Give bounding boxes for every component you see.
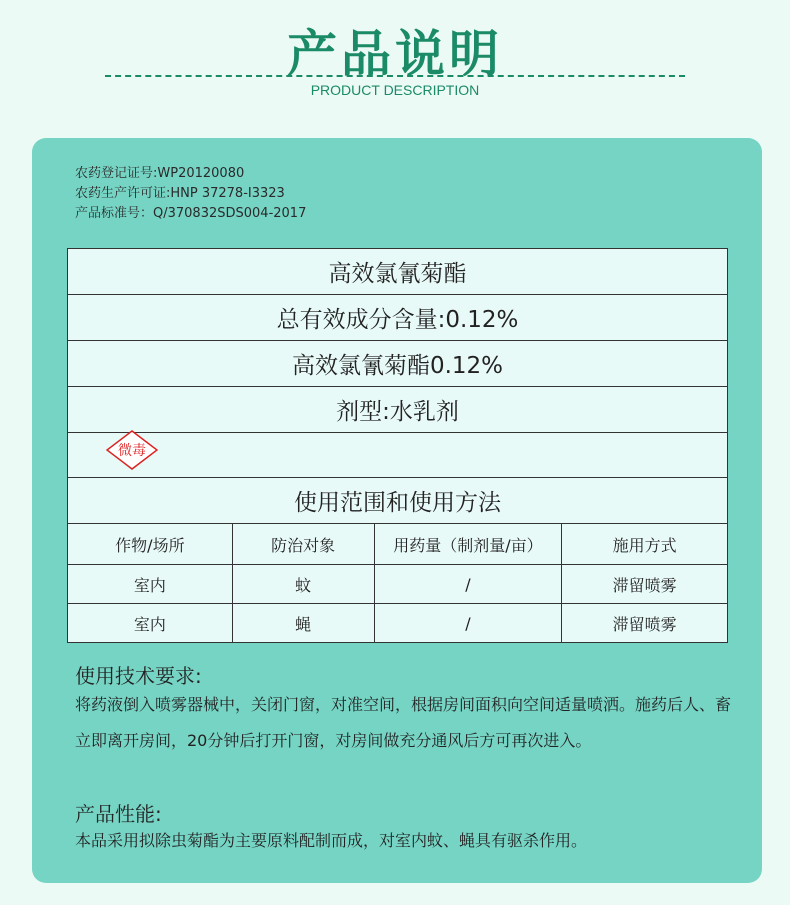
title-divider xyxy=(105,75,685,77)
product-name: 高效氯氰菊酯 xyxy=(68,249,728,295)
table-cell: 蝇 xyxy=(232,604,374,643)
production-license: 农药生产许可证:HNP 37278-I3323 xyxy=(75,186,285,201)
active-ingredient: 高效氯氰菊酯0.12% xyxy=(68,341,728,387)
performance-text: 本品采用拟除虫菊酯为主要原料配制而成，对室内蚊、蝇具有驱杀作用。 xyxy=(75,831,588,850)
column-header: 施用方式 xyxy=(562,524,728,565)
table-cell: / xyxy=(374,565,562,604)
toxicity-label: 微毒 xyxy=(118,443,146,459)
toxicity-badge xyxy=(106,430,158,470)
page-title: 产品说明 xyxy=(287,25,503,83)
usage-title: 使用范围和使用方法 xyxy=(68,478,728,524)
tech-requirements-title: 使用技术要求: xyxy=(75,664,202,688)
formulation: 剂型:水乳剂 xyxy=(68,387,728,433)
table-cell: / xyxy=(374,604,562,643)
spec-table xyxy=(67,248,728,643)
column-header: 用药量（制剂量/亩） xyxy=(374,524,562,565)
table-cell: 滞留喷雾 xyxy=(562,565,728,604)
table-row xyxy=(68,604,728,643)
performance-title: 产品性能: xyxy=(75,802,162,826)
tech-requirements-text: 将药液倒入喷雾器械中，关闭门窗，对准空间，根据房间面积向空间适量喷洒。施药后人、畜立即离开房间，20分钟后打开门窗，对房间做充分通风后方可再次进入。 xyxy=(75,695,732,750)
toxicity-row xyxy=(68,433,728,478)
table-cell: 滞留喷雾 xyxy=(562,604,728,643)
table-row xyxy=(68,565,728,604)
table-cell: 蚊 xyxy=(232,565,374,604)
usage-header-row xyxy=(68,524,728,565)
registration-number: 农药登记证号:WP20120080 xyxy=(75,166,245,181)
product-standard: 产品标准号：Q/370832SDS004-2017 xyxy=(75,206,307,221)
registration-info xyxy=(75,164,306,224)
column-header: 作物/场所 xyxy=(68,524,233,565)
table-cell: 室内 xyxy=(68,604,233,643)
column-header: 防治对象 xyxy=(232,524,374,565)
total-content: 总有效成分含量:0.12% xyxy=(68,295,728,341)
page-subtitle: PRODUCT DESCRIPTION xyxy=(310,82,480,98)
table-cell: 室内 xyxy=(68,565,233,604)
